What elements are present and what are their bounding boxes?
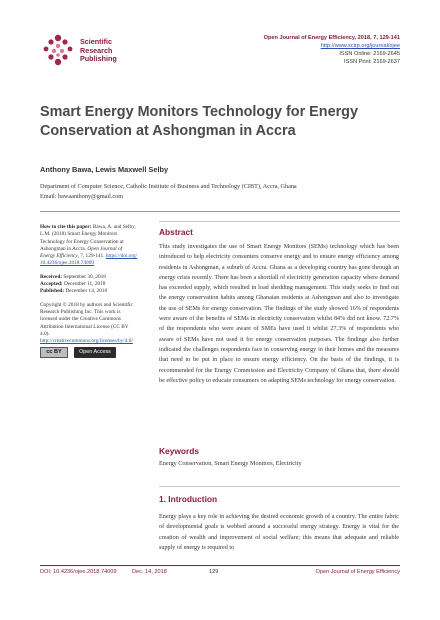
intro-divider [159, 486, 400, 487]
publisher-name-line: Scientific [80, 37, 112, 46]
affiliation-email: Email: bawaanthony@gmail.com [40, 192, 124, 200]
accepted-date: December 11, 2018 [63, 281, 106, 288]
abstract-body: This study investigates the use of Smart Energy Monitors (SEMs) technology which has been introduced to help electricity consumers conserve energy and to ensure energy efficiency among residents in Ashongman, a suburb of Accra. Ghana as a developing country has gone through an energy crisis recently. There has been a shortfall of electricity generation capacity where demand has exceeded supply, which resulted in load shedding management. This study seeks to find out the energy conservation habits among Ghanaian residents at Ashongman and also to investigate the use of SEMs for energy conservation. The findings of the study showed 16% of respondents were aware of the benefits of SEMs in electricity conservation whilst 84% did not know. 72.7% of the respondents who were aware of SMEs have used it whilst 27.3% of respondents who aware of SEMs have not used it for energy conservation purposes. The findings also further indicated the challenges respondents face in conserving energy in their homes and the measures that need to be put in place to ensure energy efficiency. On the basis of the findings, it is recommended for the Energy Commission and Electricity Company of Ghana that, there should be effective policy to educate consumers on adapting SEMs technology for energy conservation. [159, 244, 399, 384]
cite-label: How to cite this paper: [40, 224, 92, 230]
open-access-badge: Open Access [74, 347, 116, 358]
cite-text: Bawa, A. and Selby, L.M. (2018) Smart Energy Monitors Technology for Energy Conservation at Ashongman in Accra. [40, 224, 136, 252]
abstract-top-divider [159, 221, 400, 222]
accepted-label: Accepted: [40, 281, 63, 288]
author-affiliation [40, 182, 410, 201]
footer-date: Dec. 14, 2018 [132, 569, 167, 575]
published-label: Published: [40, 288, 65, 295]
issn-print: ISSN Print: 2169-2637 [344, 59, 400, 65]
copyright-text: Copyright © 2018 by authors and Scientific Research Publishing Inc. This work is licensed under the Creative Commons Attribution International License (CC BY 4.0). [40, 301, 133, 337]
keywords-list: Energy Conservation, Smart Energy Monitors, Electricity [159, 460, 302, 467]
page-footer [40, 566, 400, 578]
journal-url-link[interactable]: http://www.scirp.org/journal/ojee [320, 43, 400, 49]
cite-doi-link[interactable]: https://doi.org/10.4236/ojee.2018.74009 [40, 253, 138, 267]
license-badges [40, 347, 138, 359]
paper-title: Smart Energy Monitors Technology for Energy Conservation at Ashongman in Accra [40, 104, 358, 139]
title-divider [40, 211, 400, 212]
article-sidebar [40, 224, 138, 359]
published-date: December 14, 2018 [65, 288, 108, 295]
journal-meta [264, 34, 400, 66]
how-to-cite [40, 224, 138, 268]
cite-volume: , 7, 129-141. [77, 253, 105, 260]
publisher-name [80, 38, 160, 64]
keywords-heading: Keywords [159, 446, 200, 456]
footer-journal: Open Journal of Energy Efficiency [315, 569, 400, 575]
publisher-name-line: Research [80, 45, 113, 55]
copyright-notice [40, 302, 138, 346]
abstract-heading: Abstract [159, 227, 193, 237]
received-date: September 30, 2018 [63, 273, 106, 280]
article-dates [40, 274, 138, 296]
cite-journal: Open Journal of Energy Efficiency [40, 245, 123, 260]
page-number: 129 [209, 569, 219, 575]
introduction-body: Energy plays a key role in achieving the desired economic growth of a country. The entire fabric of developmental goals is webbed around a successful energy strategy. Energy is vital for the creation of wealth and improvement of social welfare; this means that adequate and reliable supply of energy is required to [159, 514, 399, 551]
issn-online: ISSN Online: 2169-2645 [339, 51, 400, 57]
journal-citation: Open Journal of Energy Efficiency, 2018, 7, 129-141 [263, 35, 400, 41]
publisher-name-line: Publishing [80, 54, 117, 64]
affiliation-department: Department of Computer Science, Catholic Institute of Business and Technology (CIBT), Accra, Ghana [40, 183, 297, 190]
scientific-research-publishing-logo-icon [40, 32, 76, 68]
license-link[interactable]: http://creativecommons.org/licenses/by/4.0/ [40, 338, 133, 345]
paper-authors: Anthony Bawa, Lewis Maxwell Selby [40, 165, 169, 174]
cc-by-badge-icon: cc BY [40, 347, 68, 358]
introduction-heading: 1. Introduction [159, 494, 218, 504]
received-label: Received: [40, 273, 63, 280]
footer-doi: DOI: 10.4236/ojee.2018.74009 [40, 569, 117, 575]
